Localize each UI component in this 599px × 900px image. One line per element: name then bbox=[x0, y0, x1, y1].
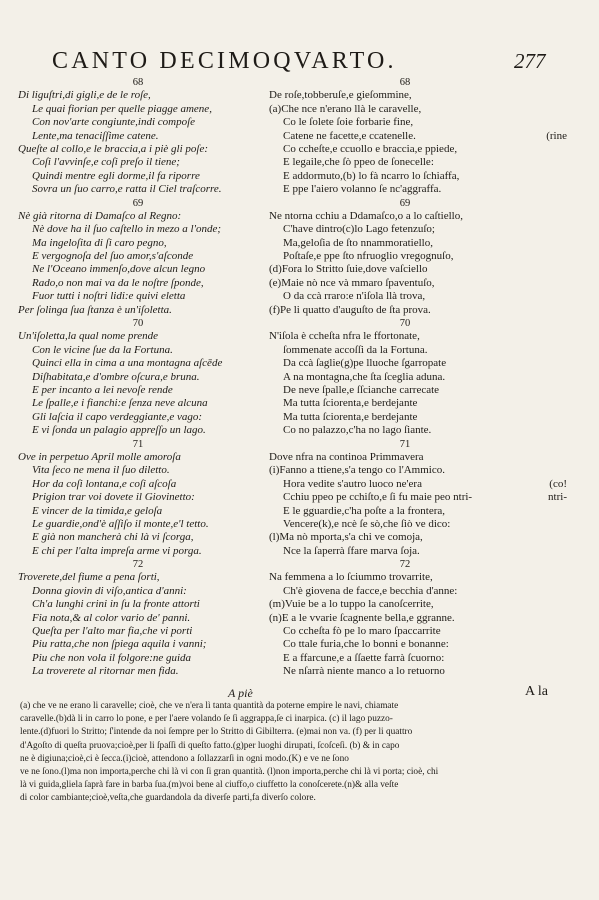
running-header bbox=[52, 48, 572, 78]
neapolitan-verse-line: E addormuto,(b) lo fà ncarro lo ſchiaffa, bbox=[283, 169, 460, 182]
neapolitan-verse-line: Ch'è giovena de facce,e becchia d'anne: bbox=[283, 584, 458, 597]
stanza-number: 71 bbox=[132, 438, 144, 450]
stanza-number: 70 bbox=[132, 318, 144, 330]
footnote-line: d'Agoſto di queſta pruova;cioè,per li ſpaſſi di queſto fatto.(g)per luoghi dirupati, ſcoſceſi. (b) & in capo bbox=[20, 740, 400, 751]
italian-verse-line: Quindi mentre egli dorme,il fa riporre bbox=[32, 169, 200, 182]
neapolitan-verse-line: Co le ſolete ſoie forbarie fine, bbox=[283, 116, 414, 129]
neapolitan-verse-line: (d)Fora lo Stritto ſuie,dove vaſciello bbox=[269, 263, 428, 276]
neapolitan-verse-line: C'have dintro(c)lo Lago fetenzuſo; bbox=[283, 223, 435, 236]
neapolitan-verse-line: E ppe l'aiero volanno ſe nc'aggraffa. bbox=[283, 183, 442, 196]
stanza-number: 68 bbox=[399, 77, 411, 88]
stanza-number: 71 bbox=[399, 438, 411, 450]
footnote-line: là vi guida,gliela ſaprà fare in barba ſua.(m)voi bene al ciuffo,o ciuffetto la conoſcerete.(n)& alla veſte bbox=[20, 780, 399, 791]
italian-verse-line: Sovra un ſuo carro,e ratta il Ciel traſcorre. bbox=[32, 183, 222, 196]
stanza-number: 70 bbox=[399, 318, 411, 330]
margin-note: ntri- bbox=[548, 491, 567, 504]
italian-verse-line: Le ſpalle,e i fianchi:e ſenza neve alcuna bbox=[32, 397, 208, 410]
italian-text-column bbox=[18, 76, 258, 679]
neapolitan-verse-line: Ma tutta ſciorenta,e berdejante bbox=[283, 397, 418, 410]
margin-note: (rine bbox=[546, 129, 567, 142]
stanza-number: 68 bbox=[132, 77, 144, 88]
italian-verse-line: Rado,o non mai va da le noſtre ſponde, bbox=[32, 276, 204, 289]
neapolitan-verse-line: Co ccheſte,e ccuollo e braccia,e ppiede, bbox=[283, 142, 458, 155]
italian-verse-line: Le guardie,ond'è aſſiſo il monte,e'l tetto. bbox=[32, 517, 209, 530]
neapolitan-verse-line: (m)Vuie be a lo tuppo la canoſcerrite, bbox=[269, 598, 434, 611]
neapolitan-verse-line: ſommenate accoſſi da la Fortuna. bbox=[283, 343, 428, 356]
italian-verse-line: Queſte al collo,e le braccia,a i piè gli poſe: bbox=[18, 142, 209, 155]
neapolitan-verse-line: (a)Che nce n'erano llà le caravelle, bbox=[269, 102, 422, 115]
neapolitan-verse-line: Ma,geloſia de ſto nnammoratiello, bbox=[283, 236, 433, 249]
footnote-line: caravelle.(b)dà li in carro lo pone, e per l'aere volando ſe ſi aggrappa,ſe ci inarpica. (c) il lago puzzo- bbox=[20, 714, 393, 725]
italian-verse-line: Con le vicine ſue da la Fortuna. bbox=[32, 343, 173, 356]
neapolitan-verse-line: (i)Fanno a ttiene,s'a tengo co l'Ammico. bbox=[269, 464, 445, 477]
neapolitan-verse-line: Cchiu ppeo pe cchiſto,e ſi fu maie peo ntri- bbox=[283, 491, 473, 504]
italian-verse-line: Hor da coſi lontana,e coſi aſcoſa bbox=[32, 477, 177, 490]
neapolitan-verse-line: N'iſola è ccheſta nfra le ffortonate, bbox=[269, 330, 420, 343]
catchword-right: A la bbox=[525, 684, 548, 699]
neapolitan-verse-line: O da ccà rraro:e n'iſola llà trova, bbox=[283, 290, 426, 303]
italian-verse-line: Ne l'Oceano immenſo,dove alcun legno bbox=[32, 263, 206, 276]
footnotes bbox=[20, 700, 580, 806]
neapolitan-verse-line: Co ccheſta fò pe lo maro ſpaccarrite bbox=[283, 625, 441, 638]
stanza-number: 69 bbox=[399, 197, 411, 209]
neapolitan-verse-line: (l)Ma nò mporta,s'a chi ve comoja, bbox=[269, 531, 423, 544]
neapolitan-verse-line: A na montagna,che ſta ſceglia aduna. bbox=[283, 370, 446, 383]
neapolitan-verse-line: E a ffarcune,e a ſſaette farrà ſcuorno: bbox=[283, 651, 445, 664]
footnote-line: lente.(d)fuori lo Stritto; ſ'intende da noi ſempre per lo Stritto di Gibilterra. (e)mai non va. (f) per li quattro bbox=[20, 727, 413, 738]
neapolitan-verse-line: De neve ſpalle,e ſſcianche carrecate bbox=[283, 383, 440, 396]
neapolitan-verse-line: Co ttale furia,che lo bonni e bonanne: bbox=[283, 638, 449, 651]
italian-verse-line: Donna giovin di viſo,antica d'anni: bbox=[32, 584, 187, 597]
canto-title: CANTO DECIMOQVARTO. bbox=[52, 48, 397, 74]
italian-verse-line: E chi per l'alta impreſa arme vi porga. bbox=[32, 544, 202, 557]
neapolitan-verse-line: Ne ntorna cchiu a Ddamaſco,o a lo caſtiello, bbox=[269, 209, 463, 222]
italian-verse-line: E vergognoſa del ſuo amor,s'aſconde bbox=[32, 250, 194, 263]
neapolitan-verse-line: Catene ne facette,e ccatenelle. bbox=[283, 129, 416, 142]
neapolitan-verse-line: Nce la ſaperrà ſfare marva ſoja. bbox=[283, 544, 420, 557]
italian-verse-line: Gli laſcia il capo verdeggiante,e vago: bbox=[32, 410, 203, 423]
italian-verse-line: Di liguſtri,di gigli,e de le roſe, bbox=[18, 89, 151, 102]
italian-verse-line: Nè già ritorna di Damaſco al Regno: bbox=[18, 209, 182, 222]
stanza-number: 72 bbox=[399, 559, 411, 571]
italian-verse-line: Quinci ella in cima a una montagna aſcēde bbox=[32, 357, 223, 370]
neapolitan-verse-line: Da ccà ſaglie(g)pe lluoche ſgarropate bbox=[283, 357, 447, 370]
italian-verse-line: Fuor tutti i noſtri lidi:e quivi eletta bbox=[32, 290, 186, 303]
neapolitan-verse-line: Co no palazzo,c'ha no lago ſiante. bbox=[283, 424, 432, 437]
italian-verse-line: Ch'a lunghi crini in ſu la fronte attorti bbox=[32, 598, 200, 611]
italian-verse-line: Un'iſoletta,la qual nome prende bbox=[18, 330, 159, 343]
italian-verse-line: E già non mancherà chi là vi ſcorga, bbox=[32, 531, 194, 544]
italian-verse-line: Queſta per l'alto mar fia,che vi porti bbox=[32, 625, 193, 638]
neapolitan-verse-line: (f)Pe li quatto d'auguſto de ſta prova. bbox=[269, 303, 431, 316]
neapolitan-verse-line: Poſtaſe,e ppe ſto nfruoglio vregognuſo, bbox=[283, 250, 454, 263]
italian-verse-line: E vi ſonda un palagio appreſſo un lago. bbox=[32, 424, 206, 437]
italian-verse-line: Nè dove ha il ſuo caſtello in mezo a l'onde; bbox=[32, 223, 222, 236]
page-number: 277 bbox=[514, 49, 546, 73]
neapolitan-verse-line: De roſe,tobberuſe,e gieſommine, bbox=[269, 89, 412, 102]
italian-verse-line: Ma ingeloſita di ſi caro pegno, bbox=[32, 236, 167, 249]
italian-verse-line: Fia nota,& al color vario de' panni. bbox=[32, 611, 191, 624]
italian-verse-line: La troverete al ritornar men fida. bbox=[32, 665, 179, 678]
footnote-line: ve ne ſono.(l)ma non importa,perche chi là vi con ſi gran quantità. (l)non importa,perche chi là vi porta; cioè, chi bbox=[20, 766, 439, 777]
italian-verse-line: E vincer de la timida,e geloſa bbox=[32, 504, 163, 517]
neapolitan-verse-line: Hora vedite s'autro luoco ne'era bbox=[283, 477, 422, 490]
italian-verse-line: Per ſolinga ſua ſtanza è un'iſoletta. bbox=[18, 303, 172, 316]
italian-verse-line: Ove in perpetuo April molle amoroſa bbox=[18, 450, 181, 463]
neapolitan-verse-line: E legaile,che ſò ppeo de ſonecelle: bbox=[283, 156, 434, 169]
catchword-left: A piè bbox=[228, 686, 253, 700]
neapolitan-verse-line: Dove nfra na continoa Primmavera bbox=[269, 450, 424, 463]
neapolitan-verse-line: Ne nſarrà niente manco a lo retuorno bbox=[283, 665, 445, 678]
italian-verse-line: Troverete,del fiume a pena ſorti, bbox=[18, 571, 160, 584]
italian-verse-line: E per incanto a lei nevoſe rende bbox=[32, 383, 173, 396]
italian-verse-line: Le quai fiorian per quelle piagge amene, bbox=[32, 102, 212, 115]
footnote-line: (a) che ve ne erano li caravelle; cioè, che ve n'era lì tanta quantità da poterne empire le navi, chiamate bbox=[20, 701, 399, 711]
stanza-number: 69 bbox=[132, 197, 144, 209]
neapolitan-verse-line: Ma tutta ſciorenta,e berdejante bbox=[283, 410, 418, 423]
neapolitan-text-column bbox=[269, 76, 567, 679]
neapolitan-verse-line: E le gguardie,c'ha poſte a la frontera, bbox=[283, 504, 446, 517]
italian-verse-line: Vita ſeco ne mena il ſuo diletto. bbox=[32, 464, 170, 477]
neapolitan-verse-line: (e)Maie nò nce và mmaro ſpaventuſo, bbox=[269, 276, 435, 289]
italian-verse-line: Piu che non vola il folgore:ne guida bbox=[32, 651, 192, 664]
italian-verse-line: Con nov'arte congiunte,indi compoſe bbox=[32, 116, 196, 129]
italian-verse-line: Prigion trar voi dovete il Giovinetto: bbox=[32, 491, 195, 504]
margin-note: (co! bbox=[549, 478, 567, 490]
italian-verse-line: Lente,ma tenaciſſime catene. bbox=[32, 129, 159, 142]
stanza-number: 72 bbox=[132, 559, 144, 571]
neapolitan-verse-line: Na femmena a lo ſciummo trovarrite, bbox=[269, 571, 433, 584]
italian-verse-line: Piu ratta,che non ſpiega aquila i vanni; bbox=[32, 638, 207, 651]
footnote-line: ne è digiuna;cioè,ci è ſecca.(i)cioè, attendono a ſollazzarſi in ogni modo.(K) e ve ne ſono bbox=[20, 753, 349, 764]
neapolitan-verse-line: (n)E a le vvarie ſcagnente bella,e ggranne. bbox=[269, 611, 455, 624]
neapolitan-verse-line: Vencere(k),e ncè ſe sò,che ſiò ve dico: bbox=[283, 517, 451, 530]
italian-verse-line: Diſhabitata,e d'ombre oſcura,e bruna. bbox=[32, 370, 200, 383]
footnote-line: di color cambiante;cioè,veſta,che guardandola da diverſe parti,fa diverſo colore. bbox=[20, 793, 316, 804]
italian-verse-line: Coſi l'avvinſe,e coſi preſo il tiene; bbox=[32, 156, 180, 169]
